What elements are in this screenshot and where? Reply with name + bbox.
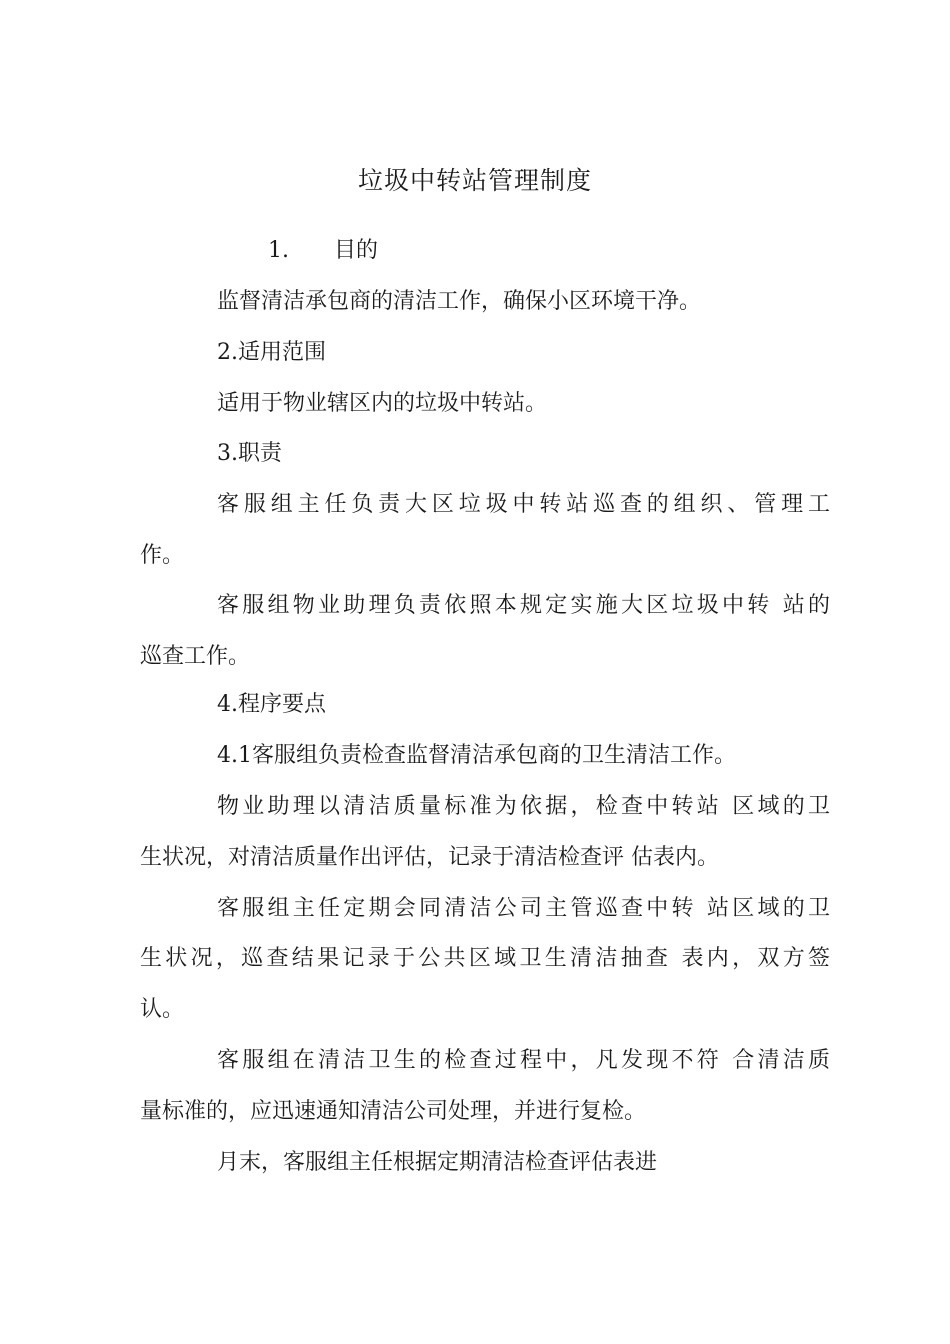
paragraph-line: 认。 — [140, 997, 185, 1022]
section-number: 1. — [268, 238, 289, 263]
section-heading-purpose — [268, 235, 378, 267]
paragraph-line: 月末，客服组主任根据定期清洁检查评估表进 — [217, 1150, 658, 1175]
paragraph-line: 量标准的，应迅速通知清洁公司处理，并进行复检。 — [140, 1099, 647, 1124]
paragraph-line: 作。 — [140, 543, 185, 568]
paragraph-line: 客服组在清洁卫生的检查过程中，凡发现不符 合清洁质 — [217, 1048, 830, 1073]
paragraph-line: 适用于物业辖区内的垃圾中转站。 — [217, 391, 548, 416]
section-heading-scope: 2.适用范围 — [217, 340, 326, 365]
paragraph-line: 客服组物业助理负责依照本规定实施大区垃圾中转 站的 — [217, 593, 830, 618]
section-heading-text: 目的 — [334, 238, 379, 263]
paragraph-line: 客服组主任负责大区垃圾中转站巡查的组织、管理工 — [217, 492, 830, 517]
paragraph-line: 生状况，巡查结果记录于公共区域卫生清洁抽查 表内，双方签 — [140, 946, 830, 971]
paragraph-line: 物业助理以清洁质量标准为依据，检查中转站 区域的卫 — [217, 794, 830, 819]
document-title: 垃圾中转站管理制度 — [357, 166, 592, 195]
paragraph-line: 监督清洁承包商的清洁工作，确保小区环境干净。 — [217, 289, 702, 314]
paragraph-line: 4.1客服组负责检查监督清洁承包商的卫生清洁工作。 — [217, 743, 736, 768]
paragraph-line: 客服组主任定期会同清洁公司主管巡查中转 站区域的卫 — [217, 896, 830, 921]
paragraph-line: 生状况，对清洁质量作出评估，记录于清洁检查评 估表内。 — [140, 845, 719, 870]
section-heading-procedure: 4.程序要点 — [217, 692, 326, 717]
paragraph-line: 巡查工作。 — [140, 644, 251, 669]
section-heading-duties: 3.职责 — [217, 441, 282, 466]
